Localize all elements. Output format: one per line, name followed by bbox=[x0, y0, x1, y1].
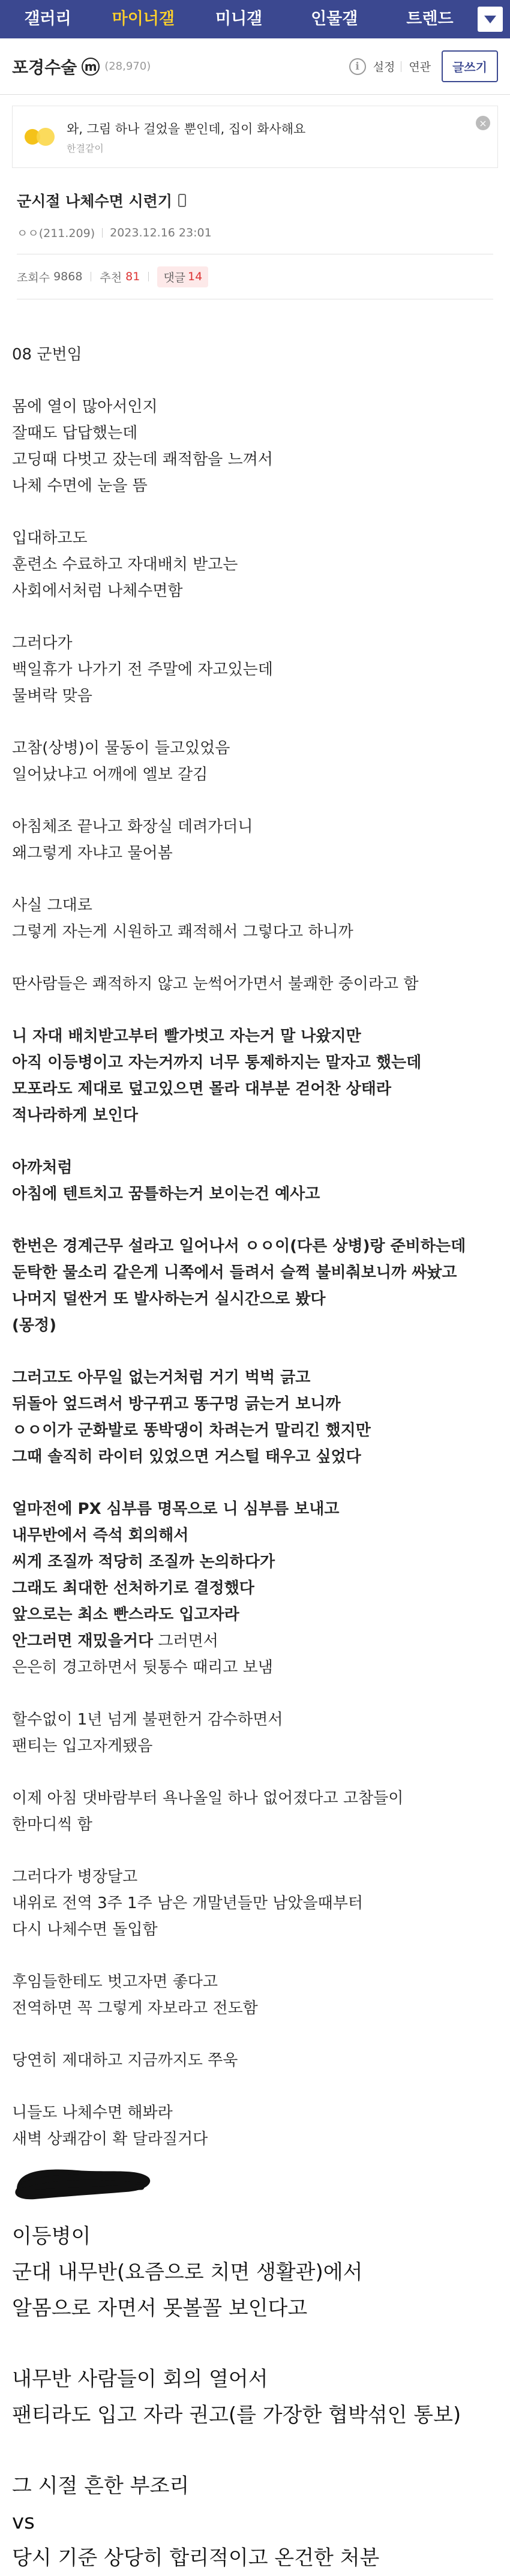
text-line: 왜그렇게 자냐고 물어봄 bbox=[12, 844, 173, 862]
text-line: 고딩때 다벗고 잤는데 쾌적함을 느껴서 bbox=[12, 451, 273, 469]
text-line: 둔탁한 물소리 같은게 니쪽에서 들려서 슬쩍 불비춰보니까 싸놨고 bbox=[12, 1264, 457, 1282]
paragraph bbox=[12, 1496, 510, 1681]
paragraph bbox=[12, 1023, 510, 1129]
text-line: 이제 아침 댓바람부터 욕나올일 하나 없어졌다고 고참들이 bbox=[12, 1789, 404, 1807]
text-line: 당연히 제대하고 지금까지도 쭈욱 bbox=[12, 2052, 238, 2070]
paragraph bbox=[12, 2100, 510, 2152]
post-title-text: 군시절 나체수면 시련기 bbox=[17, 193, 172, 210]
text-line: 그렇게 자는게 시원하고 쾌적해서 그렇다고 하니까 bbox=[12, 923, 353, 941]
large-text-line: 당시 기준 상당히 합리적이고 온건한 처분 bbox=[12, 2546, 380, 2570]
post-title bbox=[17, 190, 493, 211]
paragraph bbox=[12, 892, 510, 945]
text-line: 그러고도 아무일 없는거처럼 거기 벅벅 긁고 bbox=[12, 1369, 311, 1387]
stats-divider bbox=[148, 272, 149, 281]
gallery-name[interactable]: 포경수술 bbox=[12, 57, 77, 77]
post-stats bbox=[0, 254, 510, 299]
large-text-line: 이등병이 bbox=[12, 2224, 91, 2248]
text-line: 다시 나체수면 돌입함 bbox=[12, 1921, 158, 1939]
recommend-label: 추천 bbox=[100, 271, 122, 284]
paragraph bbox=[12, 341, 510, 368]
ad-logo-icon bbox=[22, 126, 57, 148]
info-icon[interactable]: i bbox=[349, 58, 366, 75]
text-line: 그러다가 bbox=[12, 634, 73, 652]
text-line: 모포라도 제대로 덮고있으면 몰라 대부분 걷어찬 상태라 bbox=[12, 1080, 391, 1098]
paragraph bbox=[12, 1707, 510, 1759]
text-line: 은은히 경고하면서 뒷통수 때리고 보냄 bbox=[12, 1659, 273, 1677]
comments-count: 14 bbox=[188, 270, 203, 283]
views-count: 9868 bbox=[53, 270, 83, 283]
ad-banner[interactable] bbox=[12, 106, 498, 168]
post-header bbox=[0, 168, 510, 241]
text-line: 나머지 덜싼거 또 발사하는거 실시간으로 봤다 bbox=[12, 1290, 326, 1308]
write-button[interactable]: 글쓰기 bbox=[442, 50, 498, 82]
text-line: 입대하고도 bbox=[12, 529, 88, 547]
text-line: 아직 이등병이고 자는거까지 너무 통제하지는 말자고 했는데 bbox=[12, 1054, 422, 1072]
text-line: 사회에서처럼 나체수면함 bbox=[12, 582, 183, 600]
text-line: 그러다가 병장달고 bbox=[12, 1868, 138, 1886]
recommend-count: 81 bbox=[125, 270, 140, 283]
text-line-bold: 안그러면 재밌을거다 bbox=[12, 1632, 154, 1650]
ad-title: 와, 그림 하나 걸었을 뿐인데, 집이 화사해요 bbox=[67, 121, 306, 136]
text-line: 한번은 경계근무 설라고 일어나서 ㅇㅇ이(다른 상병)랑 준비하는데 bbox=[12, 1237, 466, 1255]
text-line bbox=[12, 1628, 510, 1654]
large-text-line: 군대 내무반(요즘으로 치면 생활관)에서 bbox=[12, 2260, 363, 2284]
large-text-line: 팬티라도 입고 자라 권고(를 가장한 협박섞인 통보) bbox=[12, 2403, 461, 2427]
text-line: 한마디씩 함 bbox=[12, 1816, 92, 1834]
text-line: 얼마전에 PX 심부름 명목으로 니 심부름 보내고 bbox=[12, 1500, 340, 1518]
text-line: 니 자대 배치받고부터 빨가벗고 자는거 말 나왔지만 bbox=[12, 1027, 361, 1045]
text-line: 뒤돌아 엎드려서 방구뀌고 똥구멍 긁는거 보니까 bbox=[12, 1395, 341, 1413]
text-line: 니들도 나체수면 해봐라 bbox=[12, 2104, 173, 2122]
tab-person-gallery[interactable]: 인물갤 bbox=[311, 10, 358, 28]
text-line: 할수없이 1년 넘게 불편한거 감수하면서 bbox=[12, 1711, 283, 1729]
redaction-scribble bbox=[6, 2157, 156, 2205]
tab-minor-gallery[interactable]: 마이너갤 bbox=[112, 10, 175, 28]
text-line: 딴사람들은 쾌적하지 않고 눈썩어가면서 불쾌한 중이라고 함 bbox=[12, 975, 419, 993]
mobile-icon bbox=[178, 194, 186, 207]
text-line: 팬티는 입고자게됐음 bbox=[12, 1737, 153, 1755]
ad-subtitle: 한결같이 bbox=[67, 142, 104, 154]
tab-mini-gallery[interactable]: 미니갤 bbox=[215, 10, 263, 28]
related-link[interactable]: 연관 bbox=[409, 61, 431, 74]
triangle-down-icon bbox=[484, 16, 496, 23]
text-line: 아까처럼 bbox=[12, 1159, 73, 1177]
post-datetime: 2023.12.16 23:01 bbox=[110, 226, 212, 239]
text-line: 고참(상병)이 물동이 들고있었음 bbox=[12, 739, 230, 757]
text-line: 백일휴가 나가기 전 주말에 자고있는데 bbox=[12, 661, 273, 679]
gallery-count: (28,970) bbox=[104, 60, 151, 73]
large-paragraph bbox=[12, 2218, 510, 2326]
large-text-line: 알몸으로 자면서 못볼꼴 보인다고 bbox=[12, 2296, 308, 2320]
paragraph bbox=[12, 1154, 510, 1207]
top-nav bbox=[0, 0, 510, 38]
image-text-section bbox=[0, 2208, 510, 2576]
text-line: 아침에 텐트치고 꿈틀하는거 보이는건 예사고 bbox=[12, 1185, 320, 1203]
paragraph bbox=[12, 1233, 510, 1339]
text-line: 물벼락 맞음 bbox=[12, 687, 92, 705]
paragraph bbox=[12, 735, 510, 788]
text-line: 적나라하게 보인다 bbox=[12, 1106, 138, 1124]
tab-gallery[interactable]: 갤러리 bbox=[24, 10, 71, 28]
views-label: 조회수 bbox=[17, 271, 50, 284]
comments-label: 댓글 bbox=[163, 271, 186, 284]
meta-divider bbox=[102, 228, 103, 238]
text-line: 내위로 전역 3주 1주 남은 개말년들만 남았을때부터 bbox=[12, 1894, 363, 1912]
comments-badge[interactable] bbox=[157, 266, 208, 287]
post-author[interactable]: ㅇㅇ(211.209) bbox=[17, 227, 95, 240]
paragraph bbox=[12, 394, 510, 499]
text-line: 사실 그대로 bbox=[12, 896, 92, 914]
paragraph bbox=[12, 1785, 510, 1838]
paragraph bbox=[12, 971, 510, 997]
text-line: 그래도 최대한 선처하기로 결정했다 bbox=[12, 1579, 254, 1597]
large-paragraph bbox=[12, 2468, 510, 2576]
text-line: 아침체조 끝나고 화장실 데려가더니 bbox=[12, 818, 253, 836]
settings-link[interactable]: 설정 bbox=[373, 61, 395, 74]
paragraph bbox=[12, 525, 510, 604]
text-line: 그때 솔직히 라이터 있었으면 거스털 태우고 싶었다 bbox=[12, 1448, 361, 1466]
text-line: 훈련소 수료하고 자대배치 받고는 bbox=[12, 556, 238, 574]
minor-gallery-badge-icon: m bbox=[82, 58, 100, 76]
post-meta bbox=[17, 224, 493, 241]
ad-close-icon[interactable]: × bbox=[476, 116, 490, 130]
menu-dropdown-button[interactable] bbox=[478, 7, 503, 32]
paragraph bbox=[12, 1365, 510, 1470]
text-line: 나체 수면에 눈을 뜸 bbox=[12, 477, 148, 495]
large-text-line: vs bbox=[12, 2510, 35, 2534]
text-line: 일어났냐고 어깨에 엘보 갈김 bbox=[12, 766, 208, 784]
large-text-line: 내무반 사람들이 회의 열어서 bbox=[12, 2367, 268, 2391]
text-line: 후임들한테도 벗고자면 좋다고 bbox=[12, 1973, 218, 1991]
paragraph bbox=[12, 1864, 510, 1943]
paragraph bbox=[12, 814, 510, 866]
text-line: 앞으로는 최소 빤스라도 입고자라 bbox=[12, 1606, 239, 1624]
large-paragraph bbox=[12, 2361, 510, 2433]
text-line: ㅇㅇ이가 군화발로 똥박댕이 차려는거 말리긴 했지만 bbox=[12, 1422, 371, 1440]
text-line: 내무반에서 즉석 회의해서 bbox=[12, 1527, 189, 1545]
gallery-header bbox=[0, 38, 510, 95]
text-line: (몽정) bbox=[12, 1317, 56, 1335]
text-line-normal: 그러면서 bbox=[153, 1632, 218, 1650]
tab-trend[interactable]: 트렌드 bbox=[406, 10, 454, 28]
paragraph bbox=[12, 1969, 510, 2022]
post-body bbox=[0, 299, 510, 2152]
text-line: 전역하면 꼭 그렇게 자보라고 전도함 bbox=[12, 1999, 258, 2017]
paragraph bbox=[12, 2047, 510, 2074]
paragraph bbox=[12, 630, 510, 709]
text-line: 08 군번임 bbox=[12, 346, 82, 364]
text-line: 씨게 조질까 적당히 조질까 논의하다가 bbox=[12, 1553, 275, 1571]
text-line: 몸에 열이 많아서인지 bbox=[12, 398, 158, 416]
large-text-line: 그 시절 흔한 부조리 bbox=[12, 2474, 190, 2498]
text-line: 잘때도 답답했는데 bbox=[12, 424, 138, 442]
text-line: 새벽 상쾌감이 확 달라질거다 bbox=[12, 2130, 208, 2148]
